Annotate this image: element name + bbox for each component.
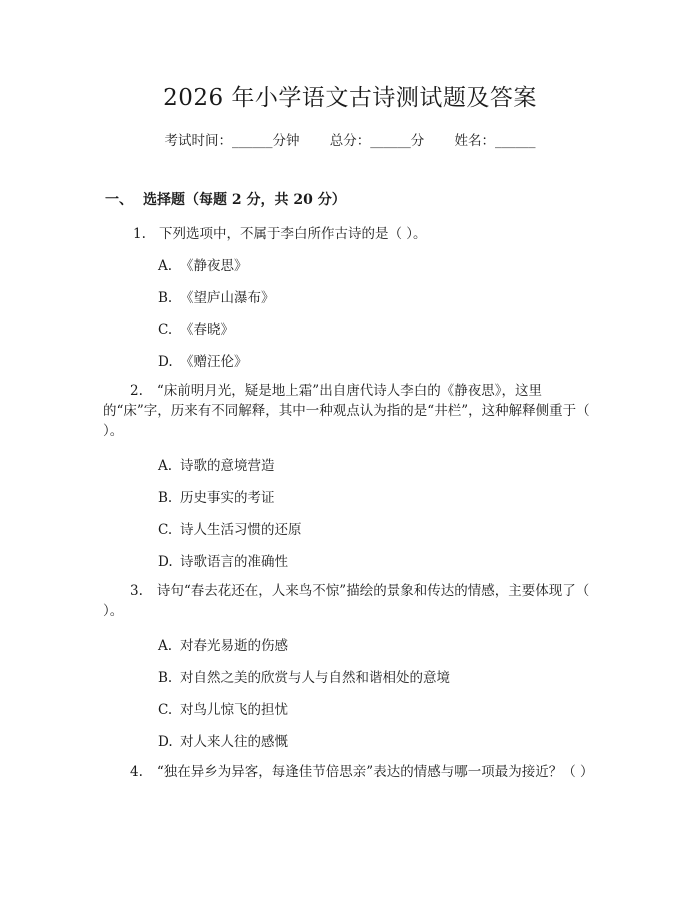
option-letter: B. [158,290,173,306]
option-3b [158,668,450,688]
option-letter: D. [158,734,173,750]
exam-time-field [164,131,299,151]
question-3 [103,581,603,621]
option-1b [158,288,275,308]
option-2b [158,488,275,508]
question-text: “独在异乡为异客，每逢佳节倍思亲”表达的情感与哪一项最为接近？（ ） [156,764,594,780]
total-score-field [330,131,425,151]
option-text: 历史事实的考证 [180,490,275,506]
name-field [455,131,536,151]
option-text: 诗歌语言的准确性 [180,554,288,570]
option-text: 诗人生活习惯的还原 [180,522,302,538]
option-text: 《赠汪伦》 [180,354,248,370]
question-4 [103,762,603,782]
option-text: 诗歌的意境营造 [180,458,275,474]
option-text: 对春光易逝的伤感 [180,638,288,654]
option-letter: C. [158,702,173,718]
total-score-label: 总分： [329,133,371,149]
exam-time-blank: ______ [231,133,273,149]
option-letter: A. [158,638,173,654]
option-letter: D. [158,554,173,570]
option-text: 对人来人往的感慨 [180,734,288,750]
question-text: 下列选项中，不属于李白所作古诗的是（ ）。 [159,226,427,242]
option-1d [158,352,248,372]
option-letter: A. [158,458,173,474]
option-2d [158,552,288,572]
option-text: 《春晓》 [180,322,234,338]
question-number: 3. [130,583,143,599]
total-score-blank: ______ [370,133,411,149]
option-1a [158,256,248,276]
option-letter: C. [158,322,173,338]
option-3a [158,636,288,656]
option-3d [158,732,288,752]
question-text: 诗句“春去花还在，人来鸟不惊”描绘的景象和传达的情感，主要体现了（ ）。 [103,583,590,619]
question-1 [133,224,633,244]
exam-time-label: 考试时间： [164,133,232,149]
option-letter: C. [158,522,173,538]
option-text: 对自然之美的欣赏与人与自然和谐相处的意境 [180,670,450,686]
exam-info-line [0,131,700,151]
page-title: 2026 年小学语文古诗测试题及答案 [163,85,537,111]
question-2 [103,381,603,441]
option-3c [158,700,288,720]
section-number: 一、 [105,192,133,208]
name-label: 姓名： [454,133,496,149]
option-letter: A. [158,258,173,274]
total-score-unit: 分 [410,133,425,149]
option-2c [158,520,302,540]
section-title: 选择题（每题 2 分，共 20 分） [143,192,346,208]
option-text: 《望庐山瀑布》 [180,290,275,306]
question-number: 4. [130,764,143,780]
exam-time-unit: 分钟 [272,133,300,149]
option-text: 对鸟儿惊飞的担忧 [180,702,288,718]
option-letter: B. [158,670,173,686]
question-number: 1. [133,226,146,242]
option-1c [158,320,234,340]
section-heading [105,190,346,210]
option-text: 《静夜思》 [180,258,248,274]
option-letter: B. [158,490,173,506]
option-letter: D. [158,354,173,370]
name-blank: ______ [495,133,536,149]
question-number: 2. [130,383,143,399]
option-2a [158,456,275,476]
question-text: “床前明月光，疑是地上霜”出自唐代诗人李白的《静夜思》，这里的“床”字，历来有不同解释，其中一种观点认为指的是“井栏”，这种解释侧重于（ ）。 [103,383,590,439]
